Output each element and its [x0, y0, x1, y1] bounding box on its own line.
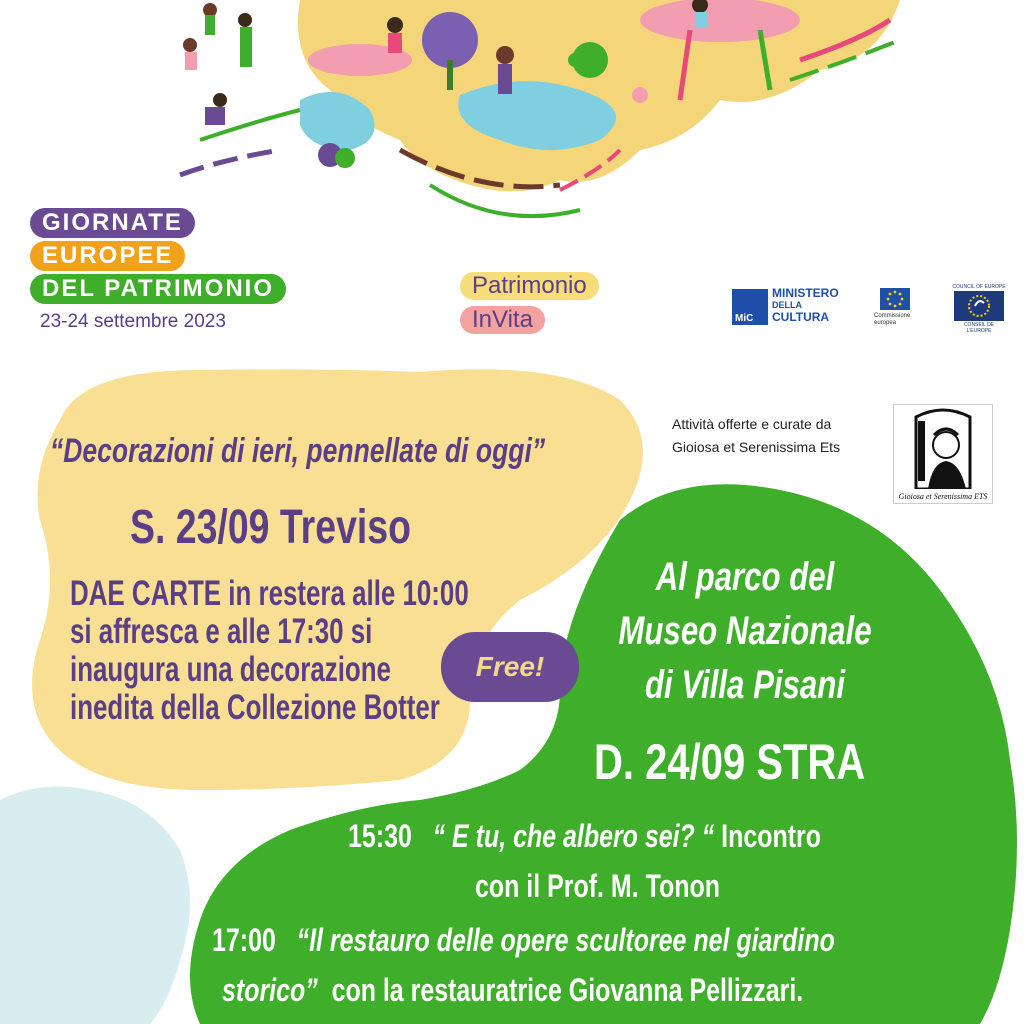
coe-emblem-icon [954, 291, 1004, 321]
credit-line2: Gioiosa et Serenissima Ets [672, 439, 841, 455]
stra-location [601, 550, 890, 712]
stra-location-line1: Al parco del [655, 555, 835, 599]
event1-title: “ E tu, che albero sei? “ [432, 818, 715, 854]
theme-patrimonio: Patrimonio [460, 272, 599, 300]
mic-line3: CULTURA [772, 310, 830, 324]
badge-giornate: GIORNATE [30, 208, 195, 238]
stra-location-line3: di Villa Pisani [645, 663, 845, 707]
event-dates: 23-24 settembre 2023 [40, 311, 226, 332]
eu-commission-logo [866, 288, 928, 328]
portrait-icon [894, 405, 992, 489]
event2-time: 17:00 [212, 922, 276, 958]
mic-line1: MINISTERO [772, 286, 839, 300]
event2-line1 [212, 922, 835, 959]
event2-line2 [222, 972, 803, 1009]
treviso-line4: inedita della Collezione Botter [70, 688, 440, 727]
eu-flag-icon [880, 288, 910, 310]
treviso-line1: DAE CARTE in restera alle 10:00 [70, 574, 469, 613]
event2-title-a: “Il restauro delle opere scultoree nel giardino [296, 922, 835, 958]
mic-line2: DELLA [772, 300, 802, 310]
coe-bottom: CONSEIL DE L'EUROPE [963, 322, 995, 334]
council-of-europe-logo [951, 284, 1007, 334]
badge-del-patrimonio: DEL PATRIMONIO [30, 274, 286, 304]
organizer-credit [672, 413, 840, 459]
stra-date-place: D. 24/09 STRA [594, 734, 866, 790]
event1-line2: con il Prof. M. Tonon [475, 868, 720, 904]
treviso-title: “Decorazioni di ieri, pennellate di oggi” [50, 432, 546, 470]
treviso-line2: si affresca e alle 17:30 si [70, 612, 373, 651]
eu-caption: Commissione europea [874, 313, 911, 326]
badge-europee: EUROPEE [30, 241, 185, 271]
treviso-line3: inaugura una decorazione [70, 650, 391, 689]
theme-invita: InVita [460, 306, 545, 334]
treviso-date-place: S. 23/09 Treviso [130, 501, 411, 554]
credit-line1: Attività offerte e curate da [672, 416, 832, 432]
mic-logo [732, 287, 847, 327]
treviso-description [70, 575, 469, 727]
event1-line1 [348, 818, 821, 855]
event1-time: 15:30 [348, 818, 412, 854]
mic-logo-short: MiC [735, 313, 754, 324]
lightblue-blob [0, 787, 190, 1024]
event2-title-b: storico” [222, 972, 318, 1008]
event1-rest: Incontro [721, 818, 821, 854]
event2-rest: con la restauratrice Giovanna Pellizzari. [331, 972, 804, 1008]
gioiosa-logo [893, 404, 993, 504]
coe-top: COUNCIL OF EUROPE [952, 284, 1006, 290]
mic-logo-mark [732, 289, 768, 325]
illustration [180, 0, 900, 216]
free-badge: Free! [441, 632, 579, 702]
gioiosa-logo-caption: Gioiosa et Serenissima ETS [898, 492, 988, 501]
stra-location-line2: Museo Nazionale [618, 609, 872, 653]
